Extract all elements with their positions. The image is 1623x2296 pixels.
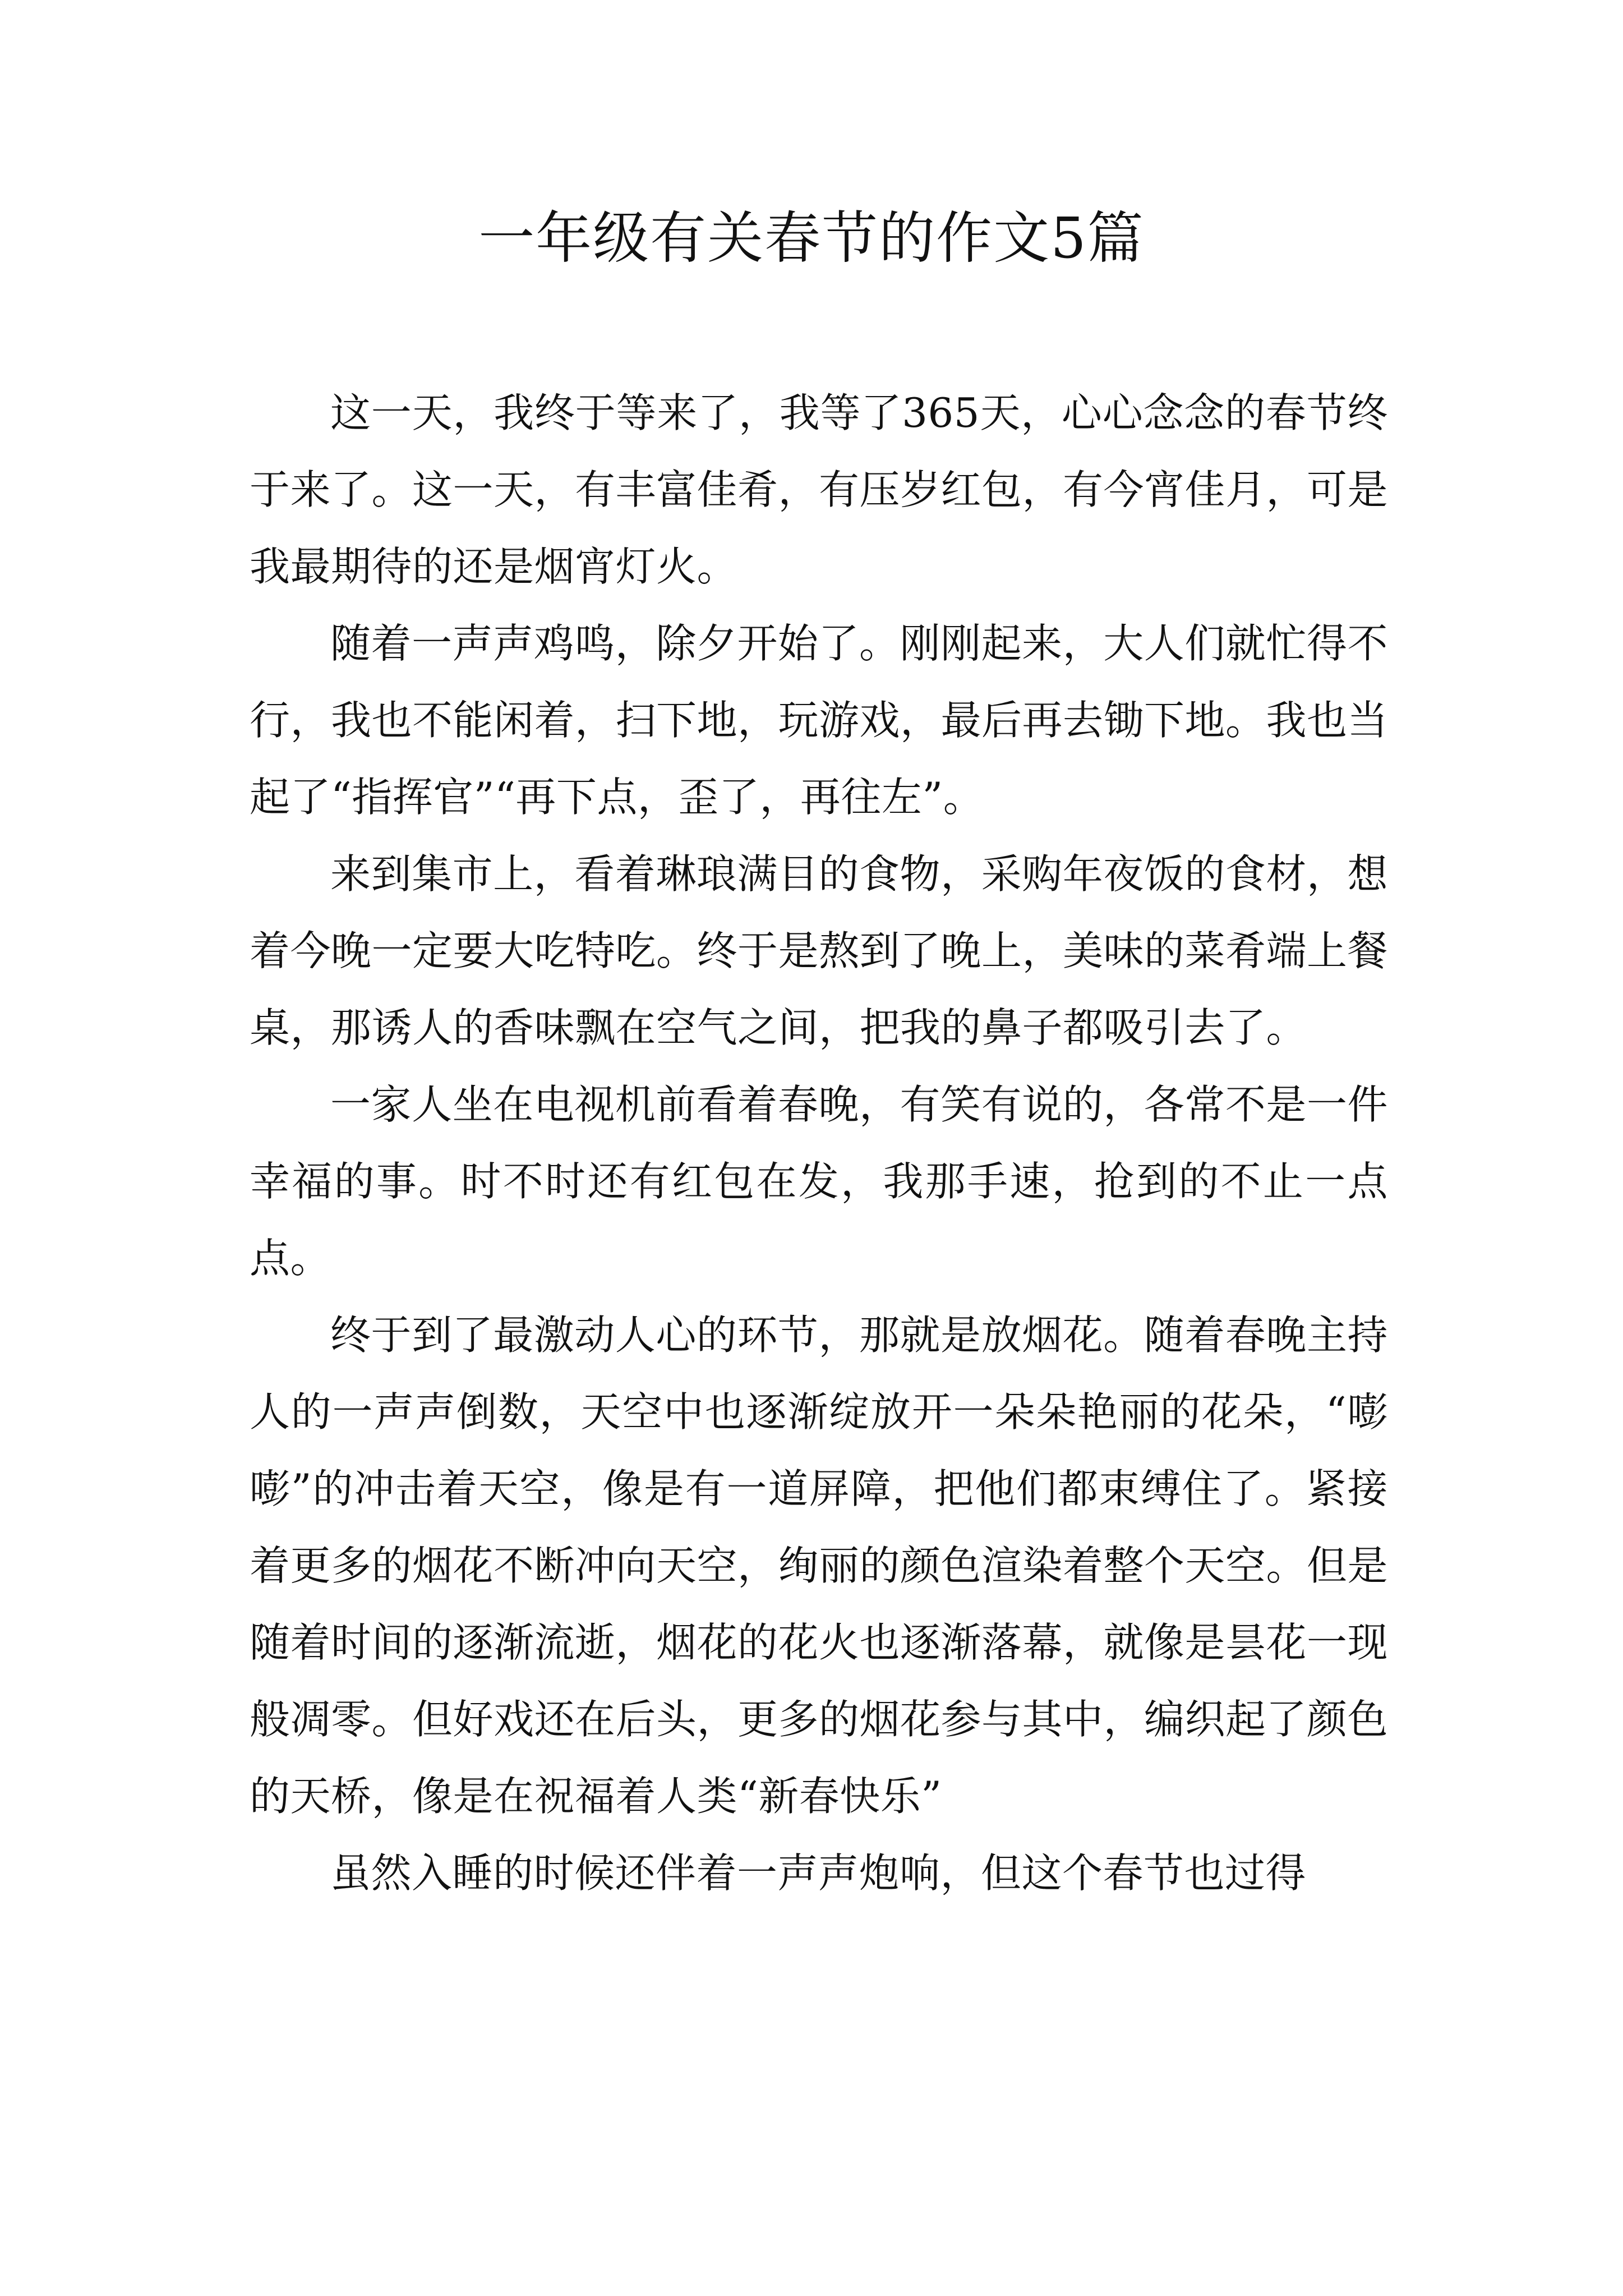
paragraph-6: 虽然入睡的时候还伴着一声声炮响，但这个春节也过得 [330, 1849, 1307, 1897]
document-body [250, 375, 1388, 1912]
paragraph-2: 随着一声声鸡鸣，除夕开始了。刚刚起来，大人们就忙得不行，我也不能闲着，扫下地，玩游戏，最后再去锄下地。我也当起了“指挥官”“再下点，歪了，再往左”。 [250, 620, 1389, 821]
paragraph-4: 一家人坐在电视机前看着春晚，有笑有说的，各常不是一件幸福的事。时不时还有红包在发，我那手速，抢到的不止一点点。 [250, 1081, 1388, 1282]
paragraph-3: 来到集市上，看着琳琅满目的食物，采购年夜饭的食材，想着今晚一定要大吃特吃。终于是熬到了晚上，美味的菜肴端上餐桌，那诱人的香味飘在空气之间，把我的鼻子都吸引去了。 [250, 850, 1389, 1051]
paragraph-5: 终于到了最激动人心的环节，那就是放烟花。随着春晚主持人的一声声倒数，天空中也逐渐绽放开一朵朵艳丽的花朵，“嘭嘭”的冲击着天空，像是有一道屏障，把他们都束缚住了。紧接着更多的烟花不断冲向天空，绚丽的颜色渲染着整个天空。但是随着时间的逐渐流逝，烟花的花火也逐渐落幕，就像是昙花一现般凋零。但好戏还在后头，更多的烟花参与其中，编织起了颜色的天桥，像是在祝福着人类“新春快乐” [250, 1312, 1389, 1820]
paragraph-1: 这一天，我终于等来了，我等了365天，心心念念的春节终于来了。这一天，有丰富佳肴，有压岁红包，有今宵佳月，可是我最期待的还是烟宵灯火。 [250, 389, 1389, 590]
document-title: 一年级有关春节的作文5篇 [478, 205, 1145, 271]
